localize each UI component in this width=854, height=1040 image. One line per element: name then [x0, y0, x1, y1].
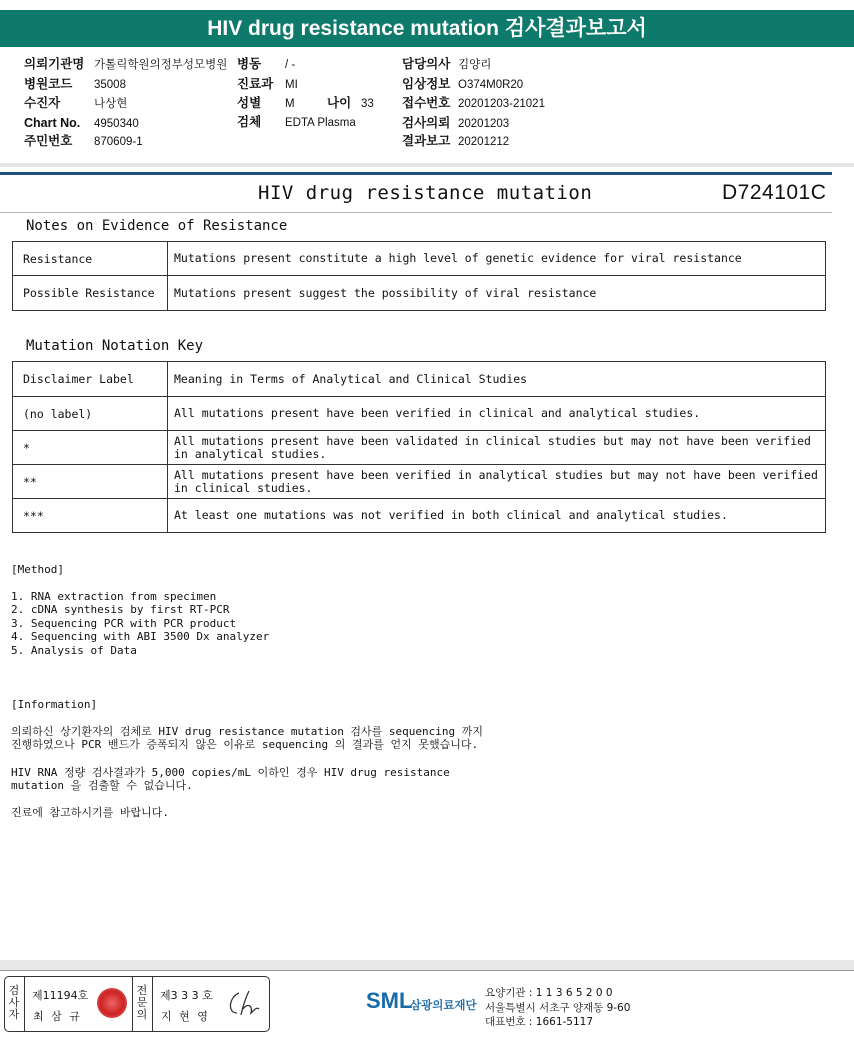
age-field: 나이 33	[327, 96, 374, 110]
table-row	[13, 242, 826, 276]
report-top-rule	[0, 172, 832, 175]
patient-field: 수진자 나상현	[24, 96, 128, 110]
resistance-notes-table	[12, 241, 826, 311]
table-cell-text: All mutations present have been validated in clinical studies but may not have been verified in analytical studies.	[168, 431, 826, 465]
footer-rule	[0, 970, 854, 971]
table-row	[13, 362, 826, 397]
table-row	[13, 276, 826, 311]
resident-number-field: 주민번호 870609-1	[24, 134, 143, 148]
table-cell-text: At least one mutations was not verified in both clinical and analytical studies.	[168, 499, 826, 533]
information-text: mutation 을 검출할 수 없습니다.	[11, 779, 193, 792]
org-logo: SML	[366, 988, 413, 1013]
table-cell-label: Resistance	[13, 242, 168, 276]
report-title-rule	[0, 212, 832, 213]
notation-key-table	[12, 361, 826, 533]
table-cell-text: All mutations present have been verified in clinical and analytical studies.	[168, 397, 826, 431]
chart-number-field: Chart No. 4950340	[24, 116, 139, 130]
divider	[24, 977, 25, 1031]
hospital-code-field: 병원코드 35008	[24, 77, 126, 91]
report-date-field: 결과보고 20201212	[402, 134, 510, 148]
report-code: D724101C	[722, 181, 827, 204]
examiner-name: 최 삼 규	[33, 1010, 82, 1023]
report-name: HIV drug resistance mutation	[258, 182, 593, 204]
sex-field: 성별 M	[237, 96, 295, 110]
table-row	[13, 431, 826, 465]
table-cell-text: All mutations present have been verified in analytical studies but may not have been verified in clinical studies.	[168, 465, 826, 499]
key-section-title: Mutation Notation Key	[26, 338, 204, 354]
method-step: 1. RNA extraction from specimen	[11, 590, 217, 603]
clinical-info-field: 임상정보 O374M0R20	[402, 77, 524, 91]
footer-divider	[0, 960, 854, 970]
specialist-license: 제3 3 3 호	[160, 989, 213, 1002]
request-date-field: 검사의뢰 20201203	[402, 116, 510, 130]
hospital-field: 의뢰기관명 가톨릭학원의정부성모병원	[24, 57, 228, 71]
table-cell-label: (no label)	[13, 397, 168, 431]
table-cell-label: Possible Resistance	[13, 276, 168, 311]
phone: 대표번호 : 1661-5117	[485, 1016, 594, 1028]
divider	[132, 977, 133, 1031]
signature-box	[4, 976, 270, 1032]
table-cell-label: ***	[13, 499, 168, 533]
address: 서울특별시 서초구 양재동 9-60	[485, 1002, 631, 1014]
ward-field: 병동 / -	[237, 57, 296, 71]
examiner-seal-icon	[97, 988, 127, 1018]
examiner-label: 검사자	[8, 984, 20, 1021]
report-title-bar: HIV drug resistance mutation 검사결과보고서	[0, 10, 854, 47]
table-row	[13, 397, 826, 431]
table-cell-text: Mutations present constitute a high level of genetic evidence for viral resistance	[168, 242, 826, 276]
examiner-license: 제11194호	[32, 989, 89, 1002]
method-title: [Method]	[11, 563, 64, 576]
specimen-field: 검체 EDTA Plasma	[237, 115, 356, 129]
information-text: 진행하였으나 PCR 밴드가 증폭되지 않은 이유로 sequencing 의 결과를 얻지 못했습니다.	[11, 738, 479, 751]
method-step: 2. cDNA synthesis by first RT-PCR	[11, 603, 230, 616]
table-cell-label: Disclaimer Label	[13, 362, 168, 397]
header-divider	[0, 163, 854, 167]
information-title: [Information]	[11, 698, 98, 711]
table-cell-label: **	[13, 465, 168, 499]
signature-icon	[225, 987, 261, 1021]
method-step: 3. Sequencing PCR with PCR product	[11, 617, 237, 630]
department-field: 진료과 MI	[237, 77, 298, 91]
care-code: 요양기관 : 1 1 3 6 5 2 0 0	[485, 987, 613, 999]
table-row	[13, 499, 826, 533]
table-cell-label: *	[13, 431, 168, 465]
information-text: 의뢰하신 상기환자의 검체로 HIV drug resistance mutation 검사를 sequencing 까지	[11, 725, 484, 738]
divider	[152, 977, 153, 1031]
receipt-number-field: 접수번호 20201203-21021	[402, 96, 545, 110]
information-text: 진료에 참고하시기를 바랍니다.	[11, 806, 170, 819]
method-step: 4. Sequencing with ABI 3500 Dx analyzer	[11, 630, 270, 643]
method-step: 5. Analysis of Data	[11, 644, 137, 657]
table-cell-text: Mutations present suggest the possibility of viral resistance	[168, 276, 826, 311]
specialist-name: 지 현 영	[161, 1010, 210, 1023]
doctor-field: 담당의사 김양리	[402, 57, 492, 71]
table-cell-text: Meaning in Terms of Analytical and Clinical Studies	[168, 362, 826, 397]
notes-section-title: Notes on Evidence of Resistance	[26, 218, 288, 234]
information-text: HIV RNA 정량 검사결과가 5,000 copies/mL 이하인 경우 HIV drug resistance	[11, 766, 450, 779]
table-row	[13, 465, 826, 499]
specialist-label: 전문의	[136, 984, 148, 1021]
org-name: 삼광의료재단	[410, 998, 477, 1012]
